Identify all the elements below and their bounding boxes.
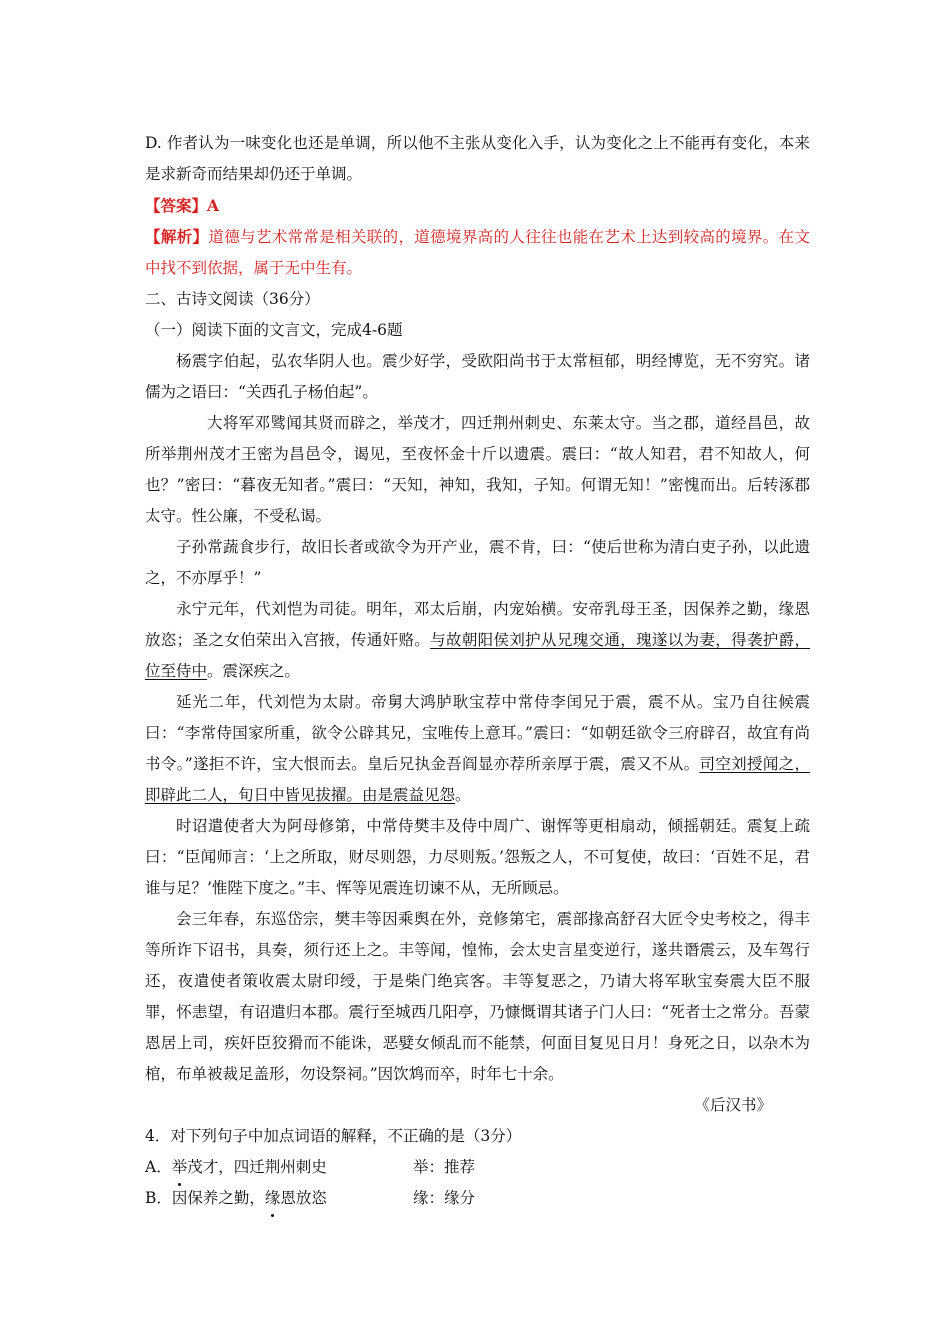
option-b-letter: B． — [145, 1189, 172, 1207]
passage-paragraph-5 — [145, 687, 810, 811]
paragraph-5-text-b: 。 — [455, 786, 471, 804]
passage-paragraph-3: 子孙常蔬食步行，故旧长者或欲令为开产业，震不肯，曰：“使后世称为清白吏子孙，以此遗之，不亦厚乎！” — [145, 538, 810, 587]
passage-paragraph-7: 会三年春，东巡岱宗，樊丰等因乘舆在外，竞修第宅，震部掾高舒召大匠令史考校之，得丰等所诈下诏书，具奏，须行还上之。丰等闻，惶怖，会太史言星变逆行，遂共谮震云，及车驾行还，夜遣使者策收震太尉印绶，于是柴门绝宾客。丰等复恶之，乃请大将军耿宝奏震大臣不服罪，怀恚望，有诏遣归本郡。震行至城西几阳亭，乃慷慨谓其诸子门人曰：“死者士之常分。吾蒙恩居上司，疾奸臣狡猾而不能诛，恶嬖女倾乱而不能禁，何面目复见日月！身死之日，以杂木为棺，布单被裁足盖形，勿设祭祠。”因饮鸩而卒，时年七十余。 — [145, 910, 810, 1083]
source-citation: 《后汉书》 — [694, 1096, 772, 1114]
subsection-title: （一）阅读下面的文言文，完成4-6题 — [145, 321, 403, 339]
paragraph-4-text-b: 。震深疾之。 — [207, 662, 301, 680]
question-4-option-a — [145, 1152, 810, 1183]
option-b-dotted-word: 缘 — [265, 1183, 281, 1214]
analysis-text: 道德与艺术常常是相关联的，道德境界高的人往往也能在艺术上达到较高的境界。在文中找不到依据，属于无中生有。 — [145, 228, 810, 277]
option-b-pre: 因保养之勤， — [171, 1189, 265, 1207]
question-4-option-b — [145, 1183, 810, 1214]
option-a-gloss: 举：推荐 — [413, 1158, 476, 1176]
option-b-sentence — [145, 1183, 413, 1214]
analysis-label: 【解析】 — [145, 227, 209, 246]
answer-line: 【答案】A — [145, 196, 220, 215]
option-a-letter: A． — [145, 1158, 172, 1176]
option-b-gloss: 缘：缘分 — [413, 1189, 476, 1207]
option-a-post: 茂才，四迁荆州刺史 — [187, 1158, 327, 1176]
passage-paragraph-4 — [145, 594, 810, 687]
section-title: 二、古诗文阅读（36分） — [145, 290, 320, 308]
underlined-sentence-2: 司空刘授闻之，即辟此二人，旬日中皆见拔擢。由是震益见怨 — [145, 755, 810, 804]
paragraph-5-text-a: 延光二年，代刘恺为太尉。帝舅大鸿胪耿宝荐中常侍李闰兄于震，震不从。宝乃自往候震曰：“李常侍国家所重，欲令公辟其兄，宝唯传上意耳。”震曰：“如朝廷欲令三府辟召，故宜有尚书令。”遂拒不许，宝大恨而去。皇后兄执金吾阎显亦荐所亲厚于震，震又不从。 — [145, 693, 810, 773]
underlined-sentence-1: 与故朝阳侯刘护从兄瑰交通，瑰遂以为妻，得袭护爵，位至侍中 — [145, 631, 810, 680]
paragraph-4-text-a: 永宁元年，代刘恺为司徒。明年，邓太后崩，内宠始横。安帝乳母王圣，因保养之勤，缘恩放恣；圣之女伯荣出入宫掖，传通奸赂。 — [145, 600, 810, 649]
question-4-stem: 4．对下列句子中加点词语的解释，不正确的是（3分） — [145, 1127, 522, 1145]
passage-paragraph-6: 时诏遣使者大为阿母修第，中常侍樊丰及侍中周广、谢恽等更相扇动，倾摇朝廷。震复上疏曰：“臣闻师言：‘上之所取，财尽则怨，力尽则叛。’怨叛之人，不可复使，故曰：‘百姓不足，君谁与足？’惟陛下度之。”丰、恽等见震连切谏不从，无所顾忌。 — [145, 817, 810, 897]
document-content — [145, 128, 810, 1214]
passage-paragraph-2: 大将军邓骘闻其贤而辟之，举茂才，四迁荆州刺史、东莱太守。当之郡，道经昌邑，故所举荆州茂才王密为昌邑令，谒见，至夜怀金十斤以遗震。震曰：“故人知君，君不知故人，何也？”密曰：“暮夜无知者。”震曰：“天知，神知，我知，子知。何谓无知！”密愧而出。后转涿郡太守。性公廉，不受私谒。 — [145, 414, 810, 525]
option-a-dotted-word: 举 — [172, 1152, 188, 1183]
option-d-text: D. 作者认为一味变化也还是单调，所以他不主张从变化入手，认为变化之上不能再有变化，本来是求新奇而结果却仍还于单调。 — [145, 134, 810, 183]
analysis-block — [145, 221, 810, 284]
option-a-sentence — [145, 1152, 413, 1183]
option-b-post: 恩放恣 — [280, 1189, 327, 1207]
passage-paragraph-1: 杨震字伯起，弘农华阴人也。震少好学，受欧阳尚书于太常桓郁，明经博览，无不穷究。诸儒为之语曰：“关西孔子杨伯起”。 — [145, 352, 810, 401]
